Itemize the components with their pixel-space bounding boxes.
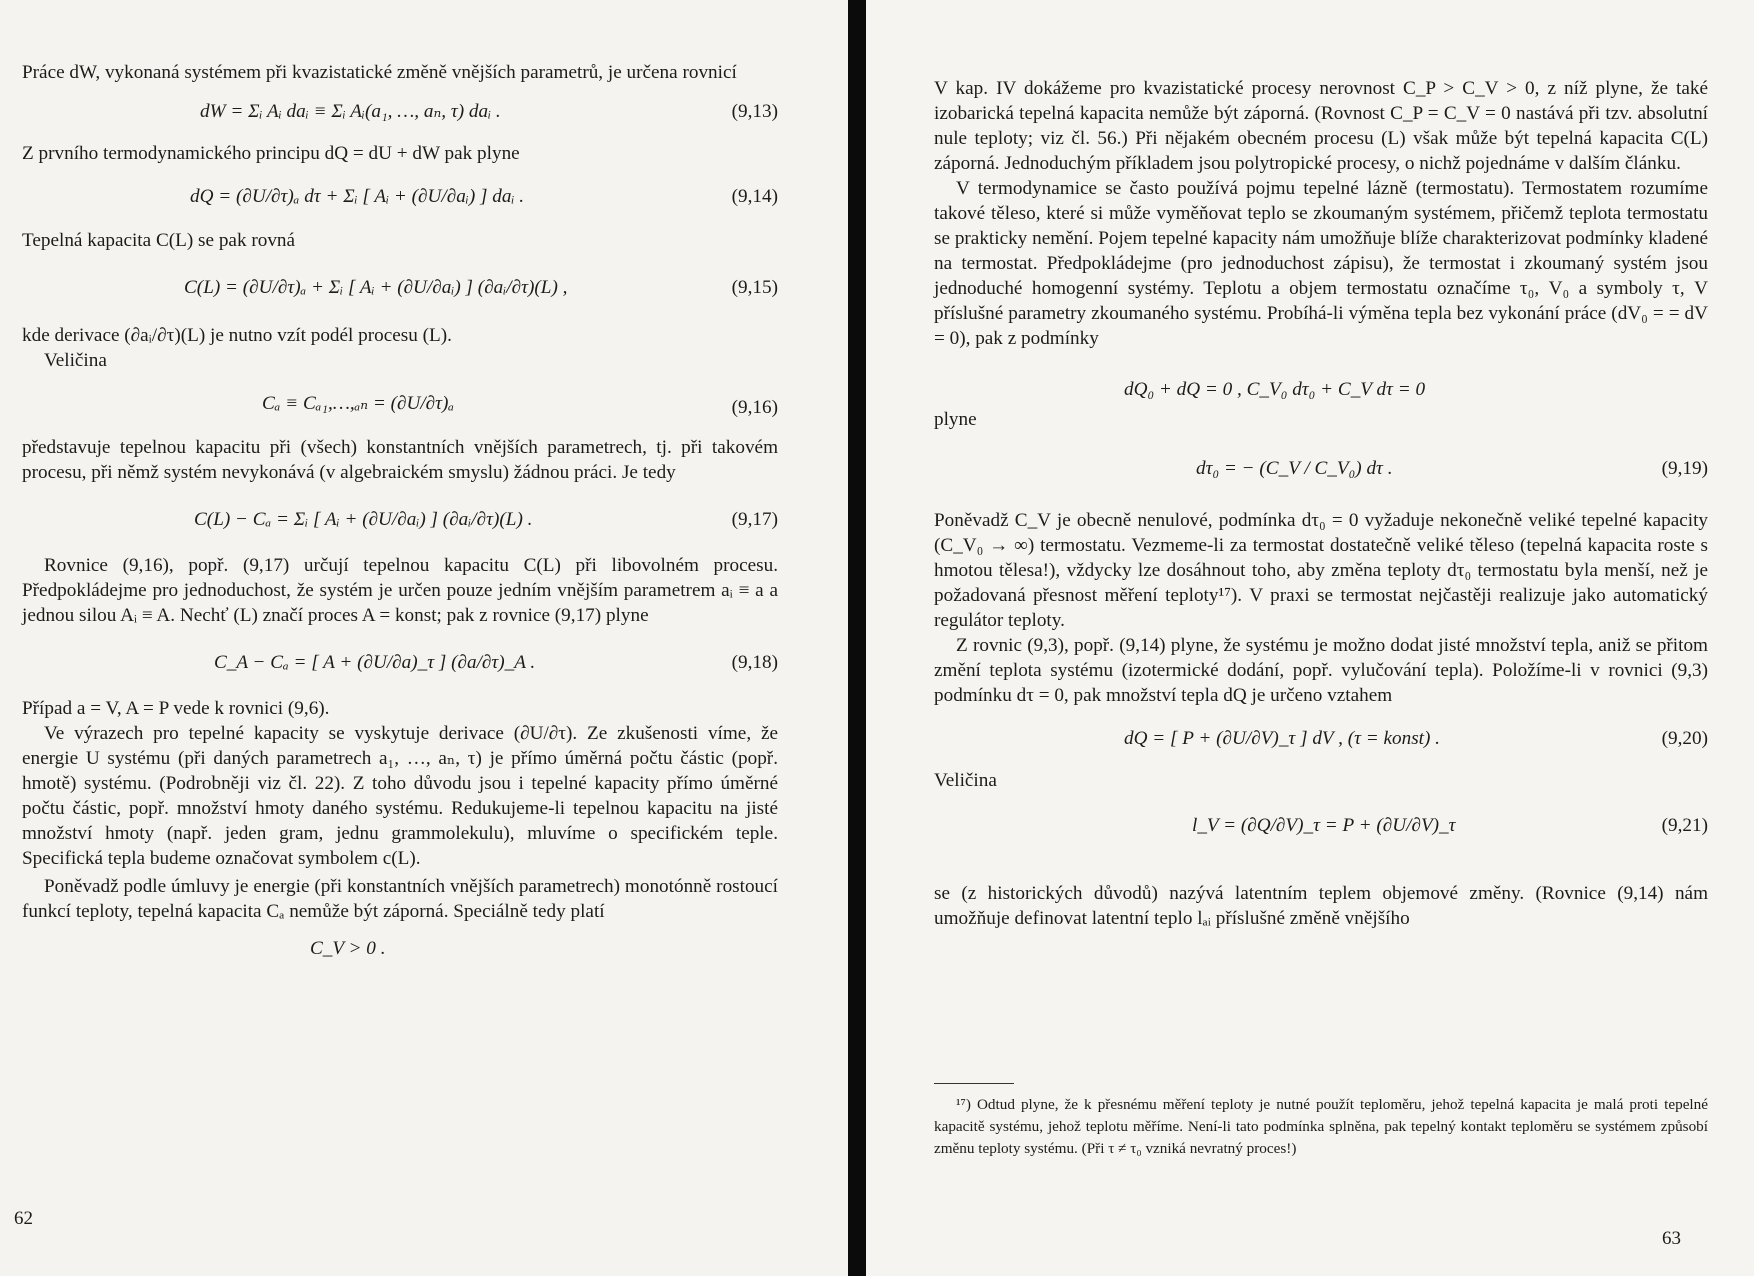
paragraph: V termodynamice se často používá pojmu tepelné lázně (termostatu). Termostatem rozumíme takové těleso, které si může vyměňovat teplo se zkoumaným systémem, přičemž teplota termostatu se prakticky nemění. Pojem tepelné kapacity nám umožňuje blíže charakterizovat podmínky kladené na termostat. Předpokládejme (pro jednoduchost zápisu), že termostat i zkoumaný systém jsou jednoduché homogenní systémy. Teplotu a objem termostatu označíme τ₀, V₀ a symboly τ, V příslušné parametry zkoumaného systému. Probíhá-li výměna tepla bez vykonání práce (dV₀ = = dV = 0), pak z podmínky [934, 178, 1708, 349]
paragraph: Z prvního termodynamického principu dQ = dU + dW pak plyne [22, 143, 520, 164]
paragraph: Případ a = V, A = P vede k rovnici (9,6). [22, 698, 330, 719]
equation-9-16: Cₐ ≡ Cₐ₁,…,ₐₙ = (∂U/∂τ)ₐ (9,16) [262, 393, 778, 418]
paragraph: Poněvadž podle úmluvy je energie (při konstantních vnějších parametrech) monotónně rostoucí funkcí teploty, tepelná kapacita Cₐ nemůže být záporná. Speciálně tedy platí [22, 876, 778, 922]
equation-9-17: C(L) − Cₐ = Σᵢ [ Aᵢ + (∂U/∂aᵢ) ] (∂aᵢ/∂τ)(L) . (9,17) [194, 509, 778, 530]
paragraph: Rovnice (9,16), popř. (9,17) určují tepelnou kapacitu C(L) při libovolném procesu. Předpokládejme pro jednoduchost, že systém je určen pouze jedním vnějším parametrem aᵢ ≡ a a jednou silou Aᵢ ≡ A. Nechť (L) značí proces A = konst; pak z rovnice (9,17) plyne [22, 555, 778, 626]
footnote-text: ¹⁷) Odtud plyne, že k přesnému měření teploty je nutné použít teploměru, jehož tepelná kapacita je malá proti tepelné kapacitě systému, jehož teplotu měříme. Není-li tato podmínka splněna, pak tepelný kontakt teploměru se systémem způsobí změnu teploty systému. (Při τ ≠ τ₀ vzniká nevratný proces!) [934, 1096, 1708, 1157]
paragraph: Z rovnic (9,3), popř. (9,14) plyne, že systému je možno dodat jisté množství tepla, aniž se přitom změní teplota systému (izotermické dodání, popř. vylučování tepla). Položíme-li v rovnici (9,3) podmínku dτ = 0, pak množství tepla dQ je určeno vztahem [934, 635, 1708, 706]
paragraph: Práce dW, vykonaná systémem při kvazistatické změně vnějších parametrů, je určena rovnicí [22, 62, 737, 83]
paragraph: Ve výrazech pro tepelné kapacity se vyskytuje derivace (∂U/∂τ). Ze zkušenosti víme, že energie U systému (při daných parametrech a₁, …, aₙ, τ) je přímo úměrná počtu částic (popř. hmotě) systému. (Podrobněji viz čl. 22). Z toho důvodu jsou i tepelné kapacity přímo úměrné počtu částic, popř. množství hmoty daného systému. Redukujeme-li tepelnou kapacitu na jisté množství hmoty (např. jeden gram, jednu grammolekulu), mluvíme o specifickém teple. Specifická tepla budeme označovat symbolem c(L). [22, 723, 778, 869]
equation-cv-positive: C_V > 0 . [310, 938, 386, 959]
paragraph: představuje tepelnou kapacitu při (všech) konstantních vnějších parametrech, tj. při takovém procesu, při němž systém nevykonává (v algebraickém smyslu) žádnou práci. Je tedy [22, 437, 778, 483]
right-page [866, 0, 1754, 1276]
paragraph: Poněvadž C_V je obecně nenulové, podmínka dτ₀ = 0 vyžaduje nekonečně veliké tepelné kapacity (C_V₀ → ∞) termostatu. Vezmeme-li za termostat dostatečně veliké těleso (tepelná kapacita roste s hmotou tělesa!), vždycky lze dosáhnout toho, aby změna teploty dτ₀ termostatu byla menší, než je požadovaná přesnost měření teploty¹⁷). V praxi se termostat nejčastěji realizuje jako automatický regulátor teploty. [934, 510, 1708, 631]
paragraph: se (z historických důvodů) nazývá latentním teplem objemové změny. (Rovnice (9,14) nám umožňuje definovat latentní teplo lₐᵢ příslušné změně vnějšího [934, 883, 1708, 929]
equation-9-20: dQ = [ P + (∂U/∂V)_τ ] dV , (τ = konst) . (9,20) [1124, 728, 1708, 749]
paragraph: kde derivace (∂aᵢ/∂τ)(L) je nutno vzít podél procesu (L). [22, 325, 452, 346]
paragraph: plyne [934, 409, 977, 430]
page-number: 62 [14, 1208, 33, 1229]
equation-9-19: dτ₀ = − (C_V / C_V₀) dτ . (9,19) [1196, 458, 1708, 479]
right-text-column [934, 76, 1708, 931]
left-page [0, 0, 848, 1276]
paragraph: Veličina [44, 350, 107, 371]
left-text-column [22, 60, 778, 968]
equation-thermostat: dQ₀ + dQ = 0 , C_V₀ dτ₀ + C_V dτ = 0 [1124, 379, 1426, 400]
book-gutter [848, 0, 866, 1276]
equation-9-18: C_A − Cₐ = [ A + (∂U/∂a)_τ ] (∂a/∂τ)_A . (9,18) [214, 652, 778, 673]
paragraph: V kap. IV dokážeme pro kvazistatické procesy nerovnost C_P > C_V > 0, z níž plyne, že také izobarická tepelná kapacita nemůže být záporná. (Rovnost C_P = C_V = 0 nastává při tzv. absolutní nule teploty; viz čl. 56.) Při nějakém obecném procesu (L) však může být tepelná kapacita C(L) záporná. Jednoduchým příkladem jsou polytropické procesy, o nichž pojednáme v dalším článku. [934, 78, 1708, 174]
equation-9-21: l_V = (∂Q/∂V)_τ = P + (∂U/∂V)_τ (9,21) [1192, 815, 1708, 836]
footnote [934, 1094, 1708, 1160]
equation-9-14: dQ = (∂U/∂τ)ₐ dτ + Σᵢ [ Aᵢ + (∂U/∂aᵢ) ] daᵢ . (9,14) [190, 186, 778, 207]
footnote-rule [934, 1083, 1014, 1084]
page-number: 63 [1662, 1228, 1681, 1249]
equation-9-15: C(L) = (∂U/∂τ)ₐ + Σᵢ [ Aᵢ + (∂U/∂aᵢ) ] (∂aᵢ/∂τ)(L) , (9,15) [184, 277, 778, 298]
paragraph: Tepelná kapacita C(L) se pak rovná [22, 230, 296, 251]
equation-9-13: dW = Σᵢ Aᵢ daᵢ ≡ Σᵢ Aᵢ(a₁, …, aₙ, τ) daᵢ . (9,13) [200, 101, 778, 122]
paragraph: Veličina [934, 770, 997, 791]
